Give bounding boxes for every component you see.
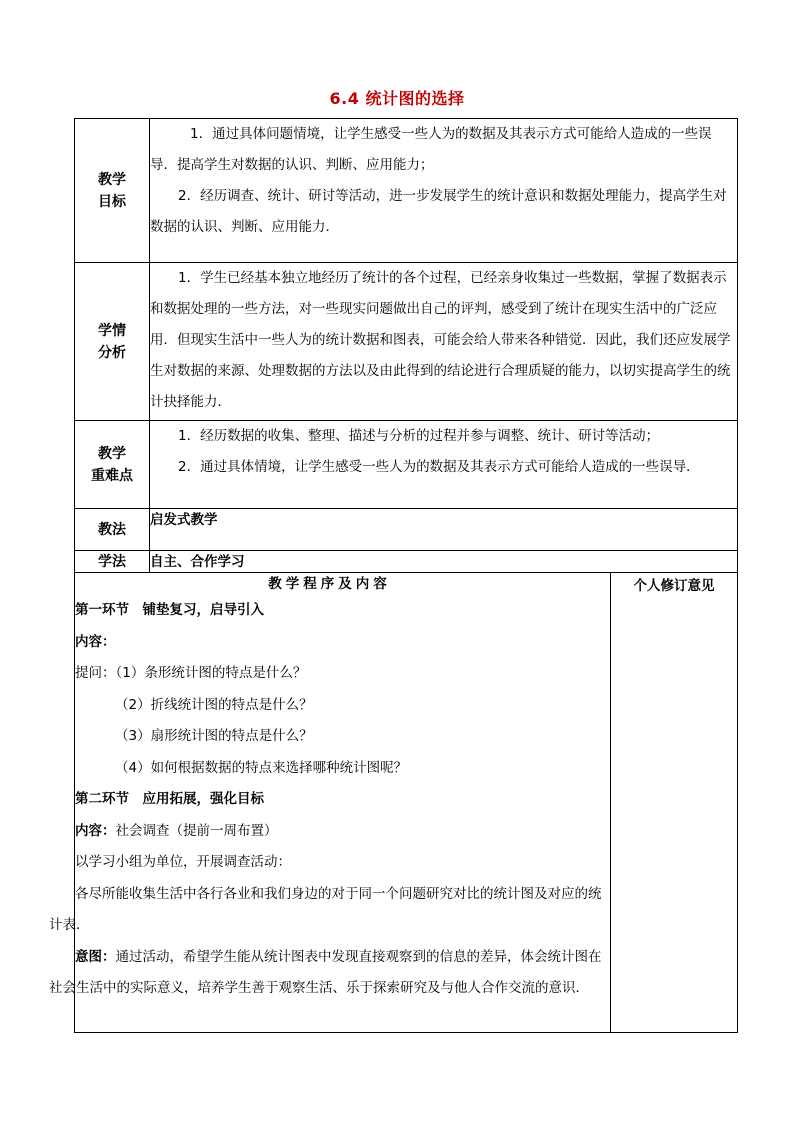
key-points-content — [150, 421, 738, 509]
content1-label: 内容： — [75, 633, 116, 650]
study-value: 自主、合作学习 — [150, 551, 738, 573]
analysis-content — [150, 263, 738, 421]
revision-column — [611, 573, 738, 1033]
analysis-row — [75, 263, 738, 421]
key-points-row — [75, 421, 738, 509]
content2-text: 社会调查（提前一周布置） — [115, 822, 278, 839]
goals-p2: 2．经历调查、统计、研讨等活动，进一步发展学生的统计意识和数据处理能力，提高学生对数据的认识、判断、应用能力． — [150, 188, 727, 235]
intent-text: 通过活动，希望学生能从统计图表中发现直接观察到的信息的差异，体会统计图在社会生活中的实际意义，培养学生善于观察生活、乐于探索研究及与他人合作交流的意识． — [49, 948, 602, 996]
section1-title: 第一环节 铺垫复习，启导引入 — [75, 602, 264, 618]
procedure-content — [49, 573, 611, 1033]
key-points-p1: 1．经历数据的收集、整理、描述与分析的过程并参与调整、统计、研讨等活动； — [178, 428, 660, 444]
goals-p1: 1．通过具体问题情境，让学生感受一些人为的数据及其表示方式可能给人造成的一些误导．提高学生对数据的认识、判断、应用能力； — [150, 126, 712, 173]
key-points-p2: 2．通过具体情境，让学生感受一些人为的数据及其表示方式可能给人造成的一些误导． — [178, 459, 700, 475]
study-label: 学法 — [75, 551, 150, 573]
page-title: 6.4 统计图的选择 — [329, 89, 465, 108]
method-row — [75, 509, 738, 551]
procedure-row — [75, 573, 738, 1033]
goals-content — [150, 119, 738, 263]
question-1: 提问：（1）条形统计图的特点是什么？ — [75, 665, 307, 681]
content2-line — [75, 816, 610, 848]
key-points-label: 教学 重难点 — [75, 421, 150, 509]
question-3: （3）扇形统计图的特点是什么？ — [115, 728, 313, 744]
collect-line: 各尽所能收集生活中各行各业和我们身边的对于同一个问题研究对比的统计图及对应的统计表． — [49, 885, 602, 933]
intent-line — [49, 942, 610, 1005]
intent-label: 意图： — [75, 948, 116, 965]
analysis-label: 学情 分析 — [75, 263, 150, 421]
lesson-plan-table — [49, 118, 738, 1033]
method-value: 启发式教学 — [150, 509, 738, 551]
question-4: （4）如何根据数据的特点来选择哪种统计图呢？ — [115, 759, 408, 776]
procedure-header: 教学程序及内容 — [268, 576, 391, 592]
goals-label: 教学 目标 — [75, 119, 150, 263]
revision-header: 个人修订意见 — [633, 578, 715, 594]
study-row — [75, 551, 738, 573]
content2-label: 内容： — [75, 822, 116, 839]
activity-line: 以学习小组为单位，开展调查活动： — [75, 854, 291, 870]
method-label: 教法 — [75, 509, 150, 551]
question-2: （2）折线统计图的特点是什么？ — [115, 696, 313, 713]
goals-row — [75, 119, 738, 263]
section2-title: 第二环节 应用拓展，强化目标 — [75, 791, 264, 807]
analysis-p1: 1．学生已经基本独立地经历了统计的各个过程，已经亲身收集过一些数据，掌握了数据表示和数据处理的一些方法，对一些现实问题做出自己的评判，感受到了统计在现实生活中的广泛应用．但现实生活中一些人为的统计数据和图表，可能会给人带来各种错觉．因此，我们还应发展学生对数据的来源、处理数据的方法以及由此得到的结论进行合理质疑的能力，以切实提高学生的统计抉择能力． — [150, 270, 731, 410]
